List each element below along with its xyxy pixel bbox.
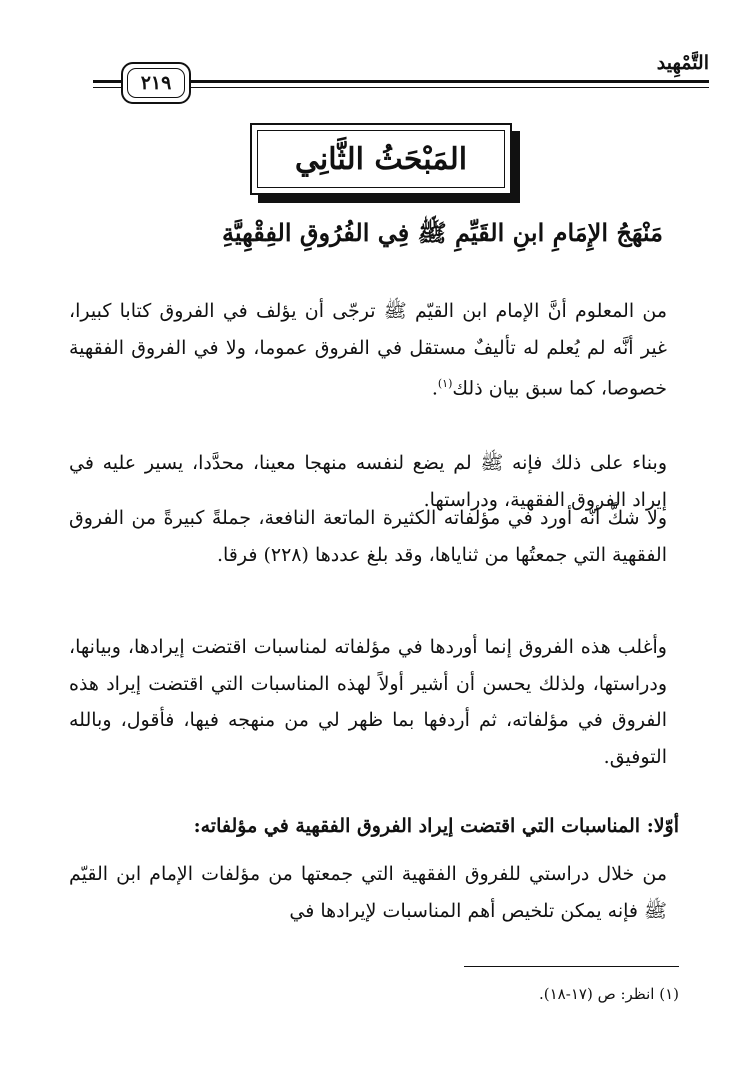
page-number: ٢١٩ [140,72,172,94]
paragraph-3: ولا شكَّ أنّه أورد في مؤلفاته الكثيرة الماتعة النافعة، جملةً كبيرةً من الفروق الفقهية التي جمعتُها من ثناياها، وقد بلغ عددها (٢٢٨) فرقا. [69,507,667,566]
paragraph-5: من خلال دراستي للفروق الفقهية التي جمعتها من مؤلفات الإمام ابن القيّم ﷺ فإنه يمكن تلخيص أهم المناسبات لإيرادها في [69,863,667,922]
paragraph-1 [69,293,667,407]
running-header-title: التَّمْهِيد [656,52,709,74]
paragraph-1-text: من المعلوم أنَّ الإمام ابن القيّم ﷺ ترجّى أن يؤلف في الفروق كتابا كبيرا، غير أنَّه لم يُعلم له تأليفٌ مستقل في الفروق عموما، ولا في الفروق الفقهية خصوصا، كما سبق بيان ذلك [69,300,667,400]
section-title-box [250,123,512,195]
footnote-separator [464,966,679,967]
footnote-reference: (١) [437,377,453,390]
subheading-occasions: أوّلا: المناسبات التي اقتضت إيراد الفروق الفقهية في مؤلفاته: [193,815,679,837]
header-rule-thin [186,87,709,88]
paragraph-2: وبناء على ذلك فإنه ﷺ لم يضع لنفسه منهجا معينا، محدَّدا، يسير عليه في إيراد الفروق الفقهية، ودراستها. [69,452,667,511]
header-rule-thick [186,80,709,83]
header-rule-left-thin [93,87,121,88]
paragraph-1-end: . [431,377,438,400]
section-subtitle: مَنْهَجُ الإِمَامِ ابنِ القَيِّمِ ﷺ فِي الفُرُوقِ الفِقْهِيَّةِ [222,218,663,247]
footnote-1: (١) انظر: ص (١٧-١٨). [539,985,679,1003]
page-number-badge [121,62,191,104]
header-rule-left-thick [93,80,121,83]
section-title: المَبْحَثُ الثَّانِي [294,141,468,177]
paragraph-4: وأغلب هذه الفروق إنما أوردها في مؤلفاته لمناسبات اقتضت إيرادها، وبيانها، ودراستها، ولذلك يحسن أن أشير أولاً لهذه المناسبات التي اقتضت إيراد هذه الفروق في مؤلفاته، ثم أردفها بما ظهر لي من منهجه فيها، فأقول، وبالله التوفيق. [69,636,667,768]
